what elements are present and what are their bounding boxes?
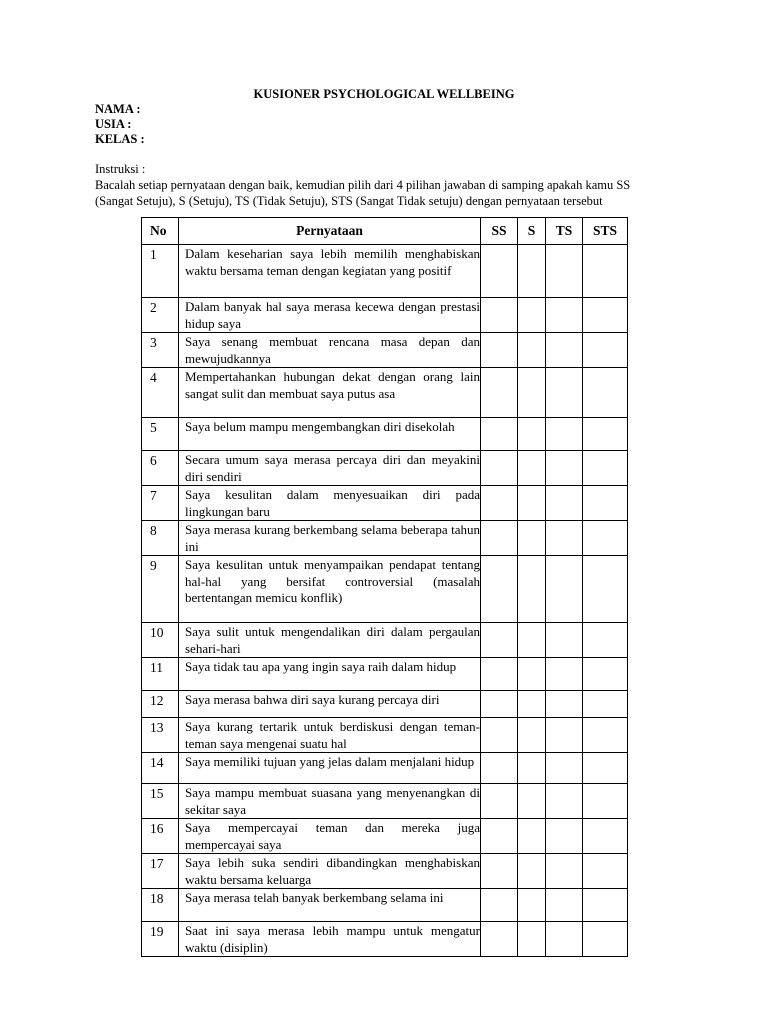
answer-cell-s[interactable]: [518, 623, 546, 658]
answer-cell-ts[interactable]: [546, 418, 583, 451]
table-row: [142, 753, 628, 784]
answer-cell-ss[interactable]: [481, 922, 518, 957]
answer-cell-ss[interactable]: [481, 889, 518, 922]
answer-cell-ts[interactable]: [546, 784, 583, 819]
answer-cell-ts[interactable]: [546, 556, 583, 623]
header-ts: TS: [546, 218, 583, 245]
answer-cell-ss[interactable]: [481, 368, 518, 418]
answer-cell-ts[interactable]: [546, 451, 583, 486]
row-number: 17: [142, 854, 179, 889]
row-statement: Saya mempercayai teman dan mereka juga mempercayai saya: [179, 819, 481, 854]
answer-cell-s[interactable]: [518, 718, 546, 753]
answer-cell-sts[interactable]: [583, 556, 628, 623]
answer-cell-ss[interactable]: [481, 451, 518, 486]
questionnaire-title: KUSIONER PSYCHOLOGICAL WELLBEING: [253, 87, 515, 101]
class-field-label: KELAS :: [95, 132, 145, 146]
row-statement: Saya sulit untuk mengendalikan diri dalam pergaulan sehari-hari: [179, 623, 481, 658]
table-row: [142, 854, 628, 889]
row-number: 3: [142, 333, 179, 368]
answer-cell-ts[interactable]: [546, 691, 583, 718]
row-statement: Saya kurang tertarik untuk berdiskusi dengan teman-teman saya mengenai suatu hal: [179, 718, 481, 753]
table-row: [142, 521, 628, 556]
answer-cell-s[interactable]: [518, 418, 546, 451]
header-sts: STS: [583, 218, 628, 245]
answer-cell-ss[interactable]: [481, 753, 518, 784]
row-number: 5: [142, 418, 179, 451]
answer-cell-ts[interactable]: [546, 922, 583, 957]
answer-cell-sts[interactable]: [583, 889, 628, 922]
age-field-label: USIA :: [95, 117, 132, 131]
answer-cell-s[interactable]: [518, 819, 546, 854]
answer-cell-sts[interactable]: [583, 819, 628, 854]
answer-cell-ss[interactable]: [481, 623, 518, 658]
row-statement: Saya mampu membuat suasana yang menyenangkan di sekitar saya: [179, 784, 481, 819]
row-number: 7: [142, 486, 179, 521]
answer-cell-ss[interactable]: [481, 245, 518, 298]
answer-cell-ss[interactable]: [481, 418, 518, 451]
row-statement: Saya kesulitan dalam menyesuaikan diri pada lingkungan baru: [179, 486, 481, 521]
row-statement: Saya kesulitan untuk menyampaikan pendapat tentang hal-hal yang bersifat controversial (masalah bertentangan memicu konflik): [179, 556, 481, 623]
answer-cell-ts[interactable]: [546, 718, 583, 753]
answer-cell-sts[interactable]: [583, 753, 628, 784]
answer-cell-s[interactable]: [518, 854, 546, 889]
table-row: [142, 451, 628, 486]
answer-cell-sts[interactable]: [583, 486, 628, 521]
table-row: [142, 623, 628, 658]
answer-cell-ss[interactable]: [481, 486, 518, 521]
answer-cell-s[interactable]: [518, 368, 546, 418]
answer-cell-sts[interactable]: [583, 784, 628, 819]
answer-cell-ts[interactable]: [546, 298, 583, 333]
instructions-heading: Instruksi :: [95, 162, 146, 176]
answer-cell-sts[interactable]: [583, 298, 628, 333]
answer-cell-s[interactable]: [518, 889, 546, 922]
table-row: [142, 819, 628, 854]
row-statement: Dalam keseharian saya lebih memilih menghabiskan waktu bersama teman dengan kegiatan yang positif: [179, 245, 481, 298]
row-statement: Dalam banyak hal saya merasa kecewa dengan prestasi hidup saya: [179, 298, 481, 333]
answer-cell-ss[interactable]: [481, 854, 518, 889]
row-statement: Saya senang membuat rencana masa depan dan mewujudkannya: [179, 333, 481, 368]
table-row: [142, 298, 628, 333]
row-number: 18: [142, 889, 179, 922]
answer-cell-ss[interactable]: [481, 556, 518, 623]
table-row: [142, 486, 628, 521]
answer-cell-ts[interactable]: [546, 623, 583, 658]
row-statement: Saya merasa bahwa diri saya kurang percaya diri: [179, 691, 481, 718]
answer-cell-ts[interactable]: [546, 819, 583, 854]
answer-cell-sts[interactable]: [583, 718, 628, 753]
table-row: [142, 922, 628, 957]
answer-cell-ts[interactable]: [546, 521, 583, 556]
row-number: 9: [142, 556, 179, 623]
row-statement: Secara umum saya merasa percaya diri dan meyakini diri sendiri: [179, 451, 481, 486]
row-number: 8: [142, 521, 179, 556]
instructions-text: Bacalah setiap pernyataan dengan baik, kemudian pilih dari 4 pilihan jawaban di samping apakah kamu SS (Sangat Setuju), S (Setuju), TS (Tidak Setuju), STS (Sangat Tidak setuju) dengan pernyataan tersebut: [95, 178, 631, 208]
answer-cell-s[interactable]: [518, 922, 546, 957]
table-header-row: [142, 218, 628, 245]
header-ss: SS: [481, 218, 518, 245]
row-statement: Saat ini saya merasa lebih mampu untuk mengatur waktu (disiplin): [179, 922, 481, 957]
answer-cell-ts[interactable]: [546, 753, 583, 784]
row-number: 15: [142, 784, 179, 819]
header-statement: Pernyataan: [179, 218, 481, 245]
questionnaire-table: [141, 217, 628, 957]
table-row: [142, 784, 628, 819]
answer-cell-ss[interactable]: [481, 784, 518, 819]
answer-cell-sts[interactable]: [583, 691, 628, 718]
row-statement: Saya tidak tau apa yang ingin saya raih dalam hidup: [179, 658, 481, 691]
answer-cell-sts[interactable]: [583, 418, 628, 451]
row-number: 13: [142, 718, 179, 753]
answer-cell-ts[interactable]: [546, 333, 583, 368]
row-statement: Saya merasa telah banyak berkembang selama ini: [179, 889, 481, 922]
answer-cell-s[interactable]: [518, 245, 546, 298]
row-statement: Saya belum mampu mengembangkan diri disekolah: [179, 418, 481, 451]
answer-cell-sts[interactable]: [583, 854, 628, 889]
answer-cell-ts[interactable]: [546, 486, 583, 521]
answer-cell-ss[interactable]: [481, 298, 518, 333]
table-row: [142, 718, 628, 753]
row-number: 6: [142, 451, 179, 486]
answer-cell-s[interactable]: [518, 753, 546, 784]
answer-cell-s[interactable]: [518, 556, 546, 623]
answer-cell-s[interactable]: [518, 691, 546, 718]
answer-cell-ts[interactable]: [546, 245, 583, 298]
row-statement: Saya lebih suka sendiri dibandingkan menghabiskan waktu bersama keluarga: [179, 854, 481, 889]
row-statement: Saya merasa kurang berkembang selama beberapa tahun ini: [179, 521, 481, 556]
answer-cell-sts[interactable]: [583, 245, 628, 298]
row-number: 11: [142, 658, 179, 691]
answer-cell-sts[interactable]: [583, 623, 628, 658]
row-statement: Saya memiliki tujuan yang jelas dalam menjalani hidup: [179, 753, 481, 784]
table-row: [142, 418, 628, 451]
answer-cell-sts[interactable]: [583, 658, 628, 691]
answer-cell-s[interactable]: [518, 521, 546, 556]
row-number: 4: [142, 368, 179, 418]
answer-cell-sts[interactable]: [583, 451, 628, 486]
answer-cell-ts[interactable]: [546, 658, 583, 691]
answer-cell-ss[interactable]: [481, 658, 518, 691]
row-number: 10: [142, 623, 179, 658]
row-number: 1: [142, 245, 179, 298]
row-number: 14: [142, 753, 179, 784]
row-number: 12: [142, 691, 179, 718]
header-s: S: [518, 218, 546, 245]
answer-cell-ts[interactable]: [546, 889, 583, 922]
row-number: 19: [142, 922, 179, 957]
answer-cell-ts[interactable]: [546, 854, 583, 889]
answer-cell-s[interactable]: [518, 784, 546, 819]
answer-cell-s[interactable]: [518, 658, 546, 691]
table-row: [142, 691, 628, 718]
answer-cell-ts[interactable]: [546, 368, 583, 418]
answer-cell-sts[interactable]: [583, 521, 628, 556]
table-row: [142, 889, 628, 922]
row-statement: Mempertahankan hubungan dekat dengan orang lain sangat sulit dan membuat saya putus asa: [179, 368, 481, 418]
answer-cell-ss[interactable]: [481, 521, 518, 556]
answer-cell-sts[interactable]: [583, 368, 628, 418]
answer-cell-ss[interactable]: [481, 691, 518, 718]
table-row: [142, 556, 628, 623]
table-row: [142, 245, 628, 298]
name-field-label: NAMA :: [95, 102, 141, 116]
table-row: [142, 658, 628, 691]
table-row: [142, 333, 628, 368]
answer-cell-ss[interactable]: [481, 333, 518, 368]
row-number: 16: [142, 819, 179, 854]
answer-cell-ss[interactable]: [481, 819, 518, 854]
answer-cell-s[interactable]: [518, 333, 546, 368]
header-no: No: [142, 218, 179, 245]
answer-cell-s[interactable]: [518, 451, 546, 486]
answer-cell-s[interactable]: [518, 298, 546, 333]
answer-cell-s[interactable]: [518, 486, 546, 521]
row-number: 2: [142, 298, 179, 333]
answer-cell-ss[interactable]: [481, 718, 518, 753]
table-row: [142, 368, 628, 418]
answer-cell-sts[interactable]: [583, 922, 628, 957]
answer-cell-sts[interactable]: [583, 333, 628, 368]
